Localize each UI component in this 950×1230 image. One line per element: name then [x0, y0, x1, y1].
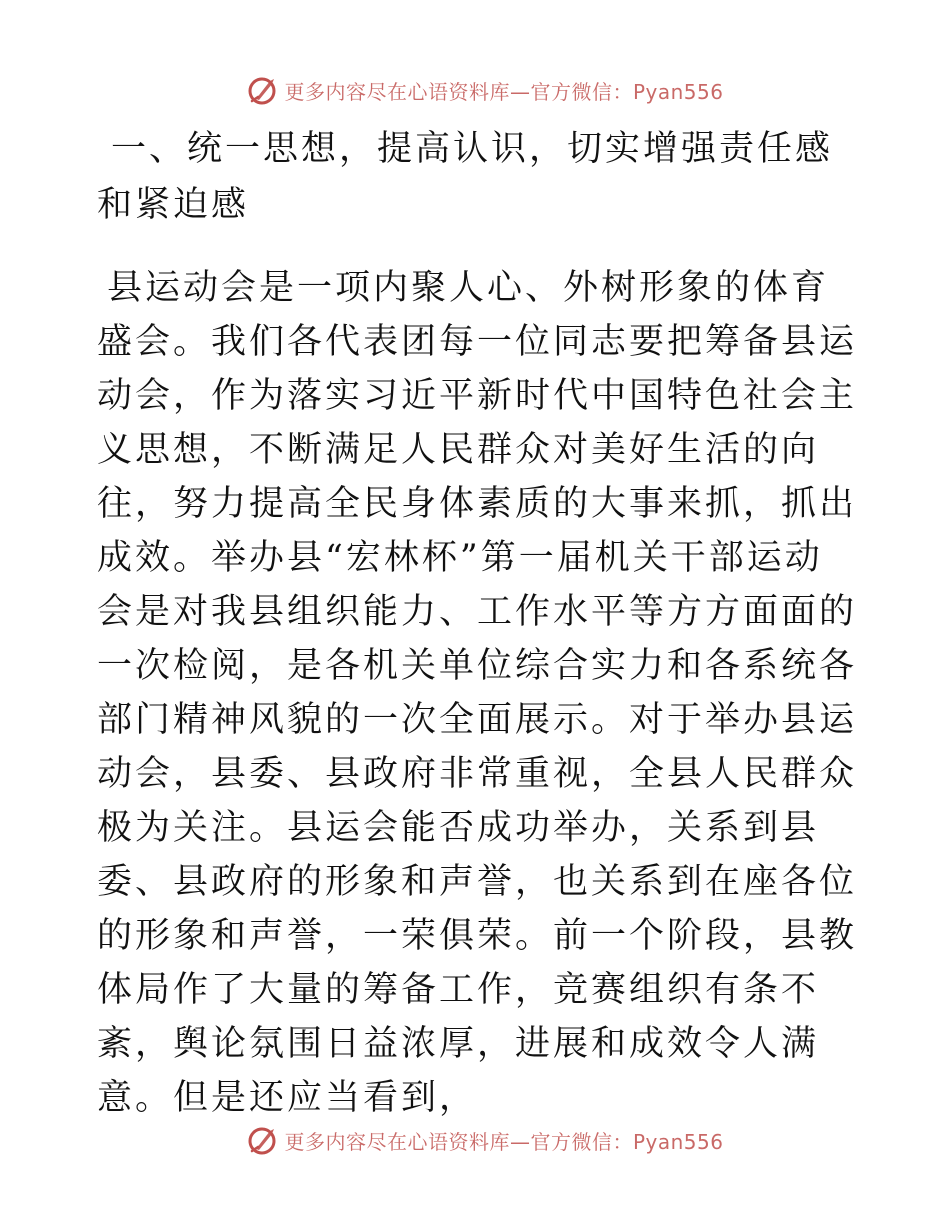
watermark-group [246, 73, 723, 107]
body-paragraph: 县运动会是一项内聚人心、外树形象的体育盛会。我们各代表团每一位同志要把筹备县运动会，作为落实习近平新时代中国特色社会主义思想，不断满足人民群众对美好生活的向往，努力提高全民身体素质的大事来抓，抓出成效。举办县“宏林杯”第一届机关干部运动会是对我县组织能力、工作水平等方方面面的一次检阅，是各机关单位综合实力和各系统各部门精神风貌的一次全面展示。对于举办县运动会，县委、县政府非常重视，全县人民群众极为关注。县运会能否成功举办，关系到县委、县政府的形象和声誉，也关系到在座各位的形象和声誉，一荣俱荣。前一个阶段，县教体局作了大量的筹备工作，竞赛组织有条不紊，舆论氛围日益浓厚，进展和成效令人满意。但是还应当看到， [97, 268, 858, 1118]
watermark-text: 更多内容尽在心语资料库—官方微信：Pyan556 [284, 1129, 724, 1154]
quill-logo-icon [246, 73, 280, 107]
document-body [97, 121, 857, 1125]
watermark-group [246, 1123, 723, 1157]
watermark-text: 更多内容尽在心语资料库—官方微信：Pyan556 [284, 79, 724, 104]
section-heading: 一、统一思想，提高认识，切实增强责任感和紧迫感 [97, 129, 834, 225]
footer-watermark [0, 1120, 950, 1160]
quill-logo-icon [246, 1123, 280, 1157]
header-watermark [0, 70, 950, 110]
